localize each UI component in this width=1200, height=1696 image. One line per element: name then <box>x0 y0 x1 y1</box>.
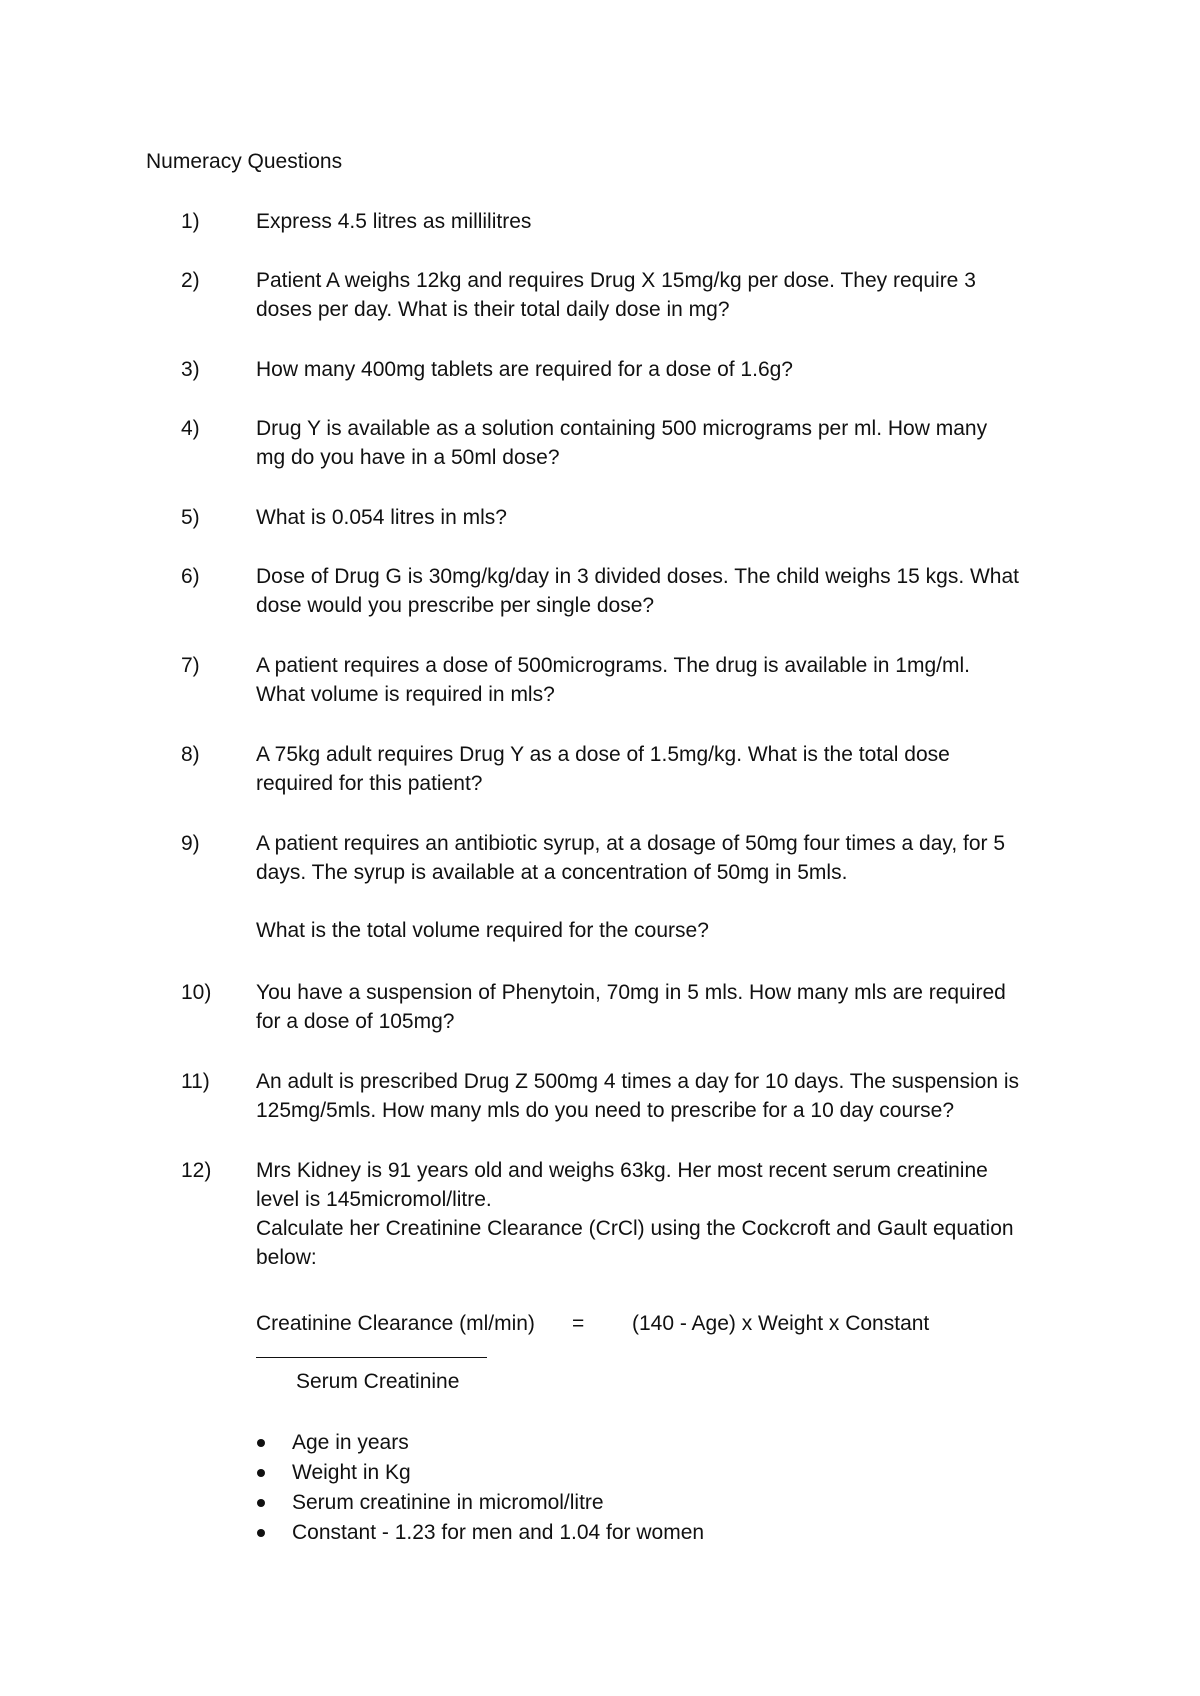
question-text <box>256 503 1076 532</box>
list-item-text: Age in years <box>292 1431 409 1454</box>
question-line: below: <box>256 1246 317 1269</box>
list-item-text: Serum creatinine in micromol/litre <box>292 1491 604 1514</box>
question-line: dose would you prescribe per single dose? <box>256 594 655 617</box>
list-item <box>256 1488 704 1518</box>
question-number: 8) <box>181 743 200 766</box>
list-item <box>256 1428 704 1458</box>
question-line: days. The syrup is available at a concentration of 50mg in 5mls. <box>256 861 848 884</box>
formula-variable-list <box>256 1428 704 1548</box>
formula-equals: = <box>572 1312 585 1335</box>
list-item <box>256 1458 704 1488</box>
question-text <box>256 740 1076 798</box>
bullet-icon <box>257 1439 265 1447</box>
question-text <box>256 1067 1076 1125</box>
question-number: 5) <box>181 506 200 529</box>
formula-denominator: Serum Creatinine <box>296 1370 460 1393</box>
question-number: 3) <box>181 358 200 381</box>
question-number: 2) <box>181 269 200 292</box>
question-text <box>256 562 1076 620</box>
question-number: 7) <box>181 654 200 677</box>
question-line: Drug Y is available as a solution containing 500 micrograms per ml. How many <box>256 417 988 440</box>
question-number: 12) <box>181 1159 212 1182</box>
question-number: 6) <box>181 565 200 588</box>
question-line: for a dose of 105mg? <box>256 1010 455 1033</box>
question-line: required for this patient? <box>256 772 483 795</box>
question-text <box>256 355 1076 384</box>
formula-numerator: (140 - Age) x Weight x Constant <box>632 1312 930 1335</box>
question-number: 10) <box>181 981 212 1004</box>
bullet-icon <box>257 1499 265 1507</box>
question-text <box>256 207 1076 236</box>
question-line: doses per day. What is their total daily dose in mg? <box>256 298 730 321</box>
document-title: Numeracy Questions <box>146 150 343 173</box>
question-line: What is 0.054 litres in mls? <box>256 506 507 529</box>
question-line: How many 400mg tablets are required for a dose of 1.6g? <box>256 358 793 381</box>
fraction-line <box>256 1357 487 1358</box>
question-text <box>256 829 1076 945</box>
list-item-text: Constant - 1.23 for men and 1.04 for women <box>292 1521 705 1544</box>
question-text <box>256 266 1076 324</box>
question-number: 4) <box>181 417 200 440</box>
formula-lhs: Creatinine Clearance (ml/min) <box>256 1312 535 1335</box>
question-line: You have a suspension of Phenytoin, 70mg in 5 mls. How many mls are required <box>256 981 1006 1004</box>
bullet-icon <box>257 1469 265 1477</box>
question-line: A patient requires a dose of 500micrograms. The drug is available in 1mg/ml. <box>256 654 970 677</box>
question-line: What volume is required in mls? <box>256 683 555 706</box>
question-text <box>256 414 1076 472</box>
question-text <box>256 651 1076 709</box>
question-line: An adult is prescribed Drug Z 500mg 4 times a day for 10 days. The suspension is <box>256 1070 1020 1093</box>
question-line: mg do you have in a 50ml dose? <box>256 446 560 469</box>
bullet-icon <box>257 1529 265 1537</box>
question-number: 9) <box>181 832 200 855</box>
question-line: level is 145micromol/litre. <box>256 1188 492 1211</box>
cockcroft-gault-formula <box>256 1309 1056 1399</box>
question-number: 1) <box>181 210 200 233</box>
list-item-text: Weight in Kg <box>292 1461 411 1484</box>
list-item <box>256 1518 704 1548</box>
question-line: Patient A weighs 12kg and requires Drug X 15mg/kg per dose. They require 3 <box>256 269 976 292</box>
question-number: 11) <box>181 1070 210 1093</box>
question-line: A patient requires an antibiotic syrup, at a dosage of 50mg four times a day, for 5 <box>256 832 1006 855</box>
question-line: Mrs Kidney is 91 years old and weighs 63kg. Her most recent serum creatinine <box>256 1159 988 1182</box>
question-line: Dose of Drug G is 30mg/kg/day in 3 divided doses. The child weighs 15 kgs. What <box>256 565 1020 588</box>
question-line: Express 4.5 litres as millilitres <box>256 210 532 233</box>
question-text <box>256 978 1076 1036</box>
question-line: A 75kg adult requires Drug Y as a dose of 1.5mg/kg. What is the total dose <box>256 743 950 766</box>
question-line: Calculate her Creatinine Clearance (CrCl) using the Cockcroft and Gault equation <box>256 1217 1014 1240</box>
question-line: 125mg/5mls. How many mls do you need to prescribe for a 10 day course? <box>256 1099 955 1122</box>
question-text <box>256 1156 1076 1272</box>
question-followup: What is the total volume required for the course? <box>256 919 709 942</box>
